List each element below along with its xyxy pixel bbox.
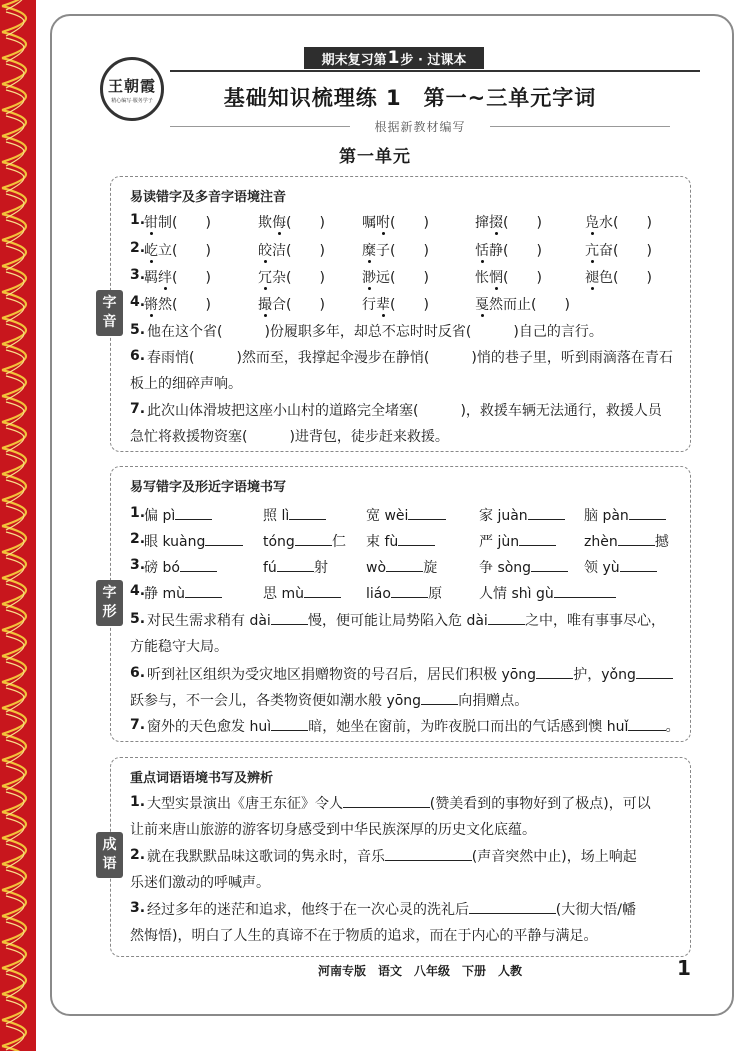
question-line: 大型实景演出《唐王东征》令人 (赞美看到的事物好到了极点)，可以: [147, 791, 687, 817]
question-item[interactable]: liáo 原: [366, 583, 442, 603]
emphasis-char: 辈: [376, 297, 390, 313]
question-item[interactable]: 家 juàn: [479, 505, 565, 525]
emphasis-char: 糜: [362, 243, 376, 259]
question-item[interactable]: 羁绊( ): [144, 270, 211, 286]
question-item[interactable]: 偏 pì: [144, 505, 212, 525]
question-number: 6.: [130, 665, 146, 681]
question-text: [147, 714, 687, 740]
section-tag: [96, 832, 123, 878]
question-text: [130, 844, 687, 896]
question-number: 7.: [130, 401, 146, 417]
section-tag-char: 字: [102, 585, 117, 601]
emphasis-char: 撮: [258, 297, 272, 313]
page-title: 基础知识梳理练 1 第一~三单元字词: [223, 86, 597, 110]
question-line: 听到社区组织为受灾地区捐赠物资的号召后，居民们积极 yōng 护，yǒng: [147, 662, 687, 688]
question-text: [130, 662, 687, 714]
section-tag-char: 形: [102, 604, 117, 620]
question-number: 2.: [130, 531, 146, 547]
question-text: [130, 791, 687, 843]
section-title: 易写错字及形近字语境书写: [130, 480, 287, 495]
page-subtitle: 根据新教材编写: [374, 120, 466, 134]
question-item[interactable]: fú 射: [263, 557, 328, 577]
answer-blank[interactable]: [271, 716, 308, 731]
question-item[interactable]: 皎洁( ): [258, 243, 325, 259]
question-item[interactable]: 静 mù: [144, 583, 222, 603]
answer-blank[interactable]: [398, 531, 435, 546]
answer-blank[interactable]: [469, 899, 556, 914]
unit-heading: 第一单元: [339, 147, 411, 167]
question-item[interactable]: 锵然( ): [144, 297, 211, 313]
section-title: 重点词语语境书写及辨析: [130, 771, 274, 786]
question-text: [130, 608, 687, 660]
answer-blank[interactable]: [554, 583, 616, 598]
question-line: 让前来唐山旅游的游客切身感受到中华民族深厚的历史文化底蕴。: [130, 822, 536, 838]
banner-suffix: 步 · 过课本: [400, 52, 467, 68]
question-item[interactable]: 宽 wèi: [366, 505, 446, 525]
question-number: 4.: [130, 583, 146, 599]
answer-blank[interactable]: [289, 505, 326, 520]
answer-blank[interactable]: [636, 664, 673, 679]
section-tag: [96, 580, 123, 626]
question-item[interactable]: 严 jùn: [479, 531, 556, 551]
question-number: 1.: [130, 505, 146, 521]
question-line: 此次山体滑坡把这座小山村的道路完全堵塞( )，救援车辆无法通行，救援人员: [147, 403, 662, 419]
question-line: 春雨悄( )然而至，我撑起伞漫步在静悄( )悄的巷子里，听到雨滴落在青石: [147, 350, 673, 366]
question-number: 1.: [130, 212, 146, 228]
question-line: 然悔悟)，明白了人生的真谛不在于物质的追求，而在于内心的平静与满足。: [130, 928, 598, 944]
question-item[interactable]: 怅惘( ): [475, 270, 542, 286]
question-item[interactable]: 照 lì: [263, 505, 326, 525]
question-item[interactable]: 屹立( ): [144, 243, 211, 259]
question-line: 他在这个省( )份履职多年，却总不忘时时反省( )自己的言行。: [147, 324, 603, 340]
question-item[interactable]: 人情 shì gù: [479, 583, 616, 603]
question-item[interactable]: 思 mù: [263, 583, 341, 603]
question-item[interactable]: 钳制( ): [144, 215, 211, 231]
emphasis-char: 冗: [258, 270, 272, 286]
answer-blank[interactable]: [628, 716, 665, 731]
answer-blank[interactable]: [185, 583, 222, 598]
answer-blank[interactable]: [421, 690, 458, 705]
question-item[interactable]: 恬静( ): [475, 243, 542, 259]
question-number: 6.: [130, 348, 146, 364]
answer-blank[interactable]: [528, 505, 565, 520]
question-line: 跃参与，不一会儿，各类物资便如潮水般 yōng 向捐赠点。: [130, 688, 687, 714]
question-line: 经过多年的迷茫和追求，他终于在一次心灵的洗礼后 (大彻大悟/幡: [147, 897, 687, 923]
section-tag-char: 成: [102, 837, 117, 853]
question-item[interactable]: 束 fù: [366, 531, 435, 551]
question-line: 对民生需求稍有 dài 慢，便可能让局势陷入危 dài 之中，唯有事事尽心，: [147, 608, 687, 634]
question-item[interactable]: 亢奋( ): [585, 243, 652, 259]
emphasis-char: 惘: [489, 270, 503, 286]
answer-blank[interactable]: [205, 531, 242, 546]
emphasis-char: 恬: [475, 243, 489, 259]
emphasis-char: 褪: [585, 270, 599, 286]
question-item[interactable]: tóng 仁: [263, 531, 346, 551]
answer-blank[interactable]: [618, 531, 655, 546]
question-item[interactable]: 戛然而止( ): [475, 297, 570, 313]
question-line: 急忙将救援物资塞( )进背包，徒步赶来救援。: [130, 429, 449, 445]
question-item[interactable]: 争 sòng: [479, 557, 568, 577]
question-line: 窗外的天色愈发 huì 暗，她坐在窗前，为昨夜脱口而出的气话感到懊 huǐ 。: [147, 714, 687, 740]
banner-step: 1: [387, 48, 400, 68]
answer-blank[interactable]: [629, 505, 666, 520]
question-line: 板上的细碎声响。: [130, 376, 242, 392]
question-item[interactable]: 脑 pàn: [584, 505, 666, 525]
question-number: 3.: [130, 557, 146, 573]
question-item[interactable]: 冗杂( ): [258, 270, 325, 286]
footer-edition: 河南专版 语文 八年级 下册 人教: [318, 964, 523, 978]
question-item[interactable]: 行辈( ): [362, 297, 429, 313]
section-tag-char: 音: [102, 314, 117, 330]
answer-blank[interactable]: [277, 557, 314, 572]
answer-blank[interactable]: [536, 664, 573, 679]
question-item[interactable]: 欺侮( ): [258, 215, 325, 231]
question-item[interactable]: 嘱咐( ): [362, 215, 429, 231]
question-text: [130, 398, 687, 450]
emphasis-char: 渺: [362, 270, 376, 286]
question-item[interactable]: 凫水( ): [585, 215, 652, 231]
answer-blank[interactable]: [408, 505, 445, 520]
question-item[interactable]: wò 旋: [366, 557, 437, 577]
section-tag: [96, 290, 123, 336]
emphasis-char: 屹: [144, 243, 158, 259]
emphasis-char: 咐: [376, 215, 390, 231]
question-number: 2.: [130, 847, 146, 863]
answer-blank[interactable]: [180, 557, 217, 572]
question-item[interactable]: zhèn 撼: [584, 531, 669, 551]
subtitle-rule-right: [490, 126, 670, 127]
logo-name: 王朝霞: [107, 76, 156, 95]
question-text: [130, 897, 687, 949]
answer-blank[interactable]: [295, 531, 332, 546]
header-divider: [170, 70, 700, 72]
question-text: [130, 345, 687, 397]
emphasis-char: 锵: [144, 297, 158, 313]
emphasis-char: 钳: [144, 215, 158, 231]
page-number: 1: [677, 956, 691, 980]
answer-blank[interactable]: [391, 583, 428, 598]
question-number: 5.: [130, 611, 146, 627]
emphasis-char: 亢: [585, 243, 599, 259]
logo-tagline: 精心编写·服务学子: [111, 97, 153, 104]
question-number: 3.: [130, 267, 146, 283]
answer-blank[interactable]: [271, 610, 308, 625]
answer-blank[interactable]: [620, 557, 657, 572]
question-line: 就在我默默品味这歌词的隽永时，音乐 (声音突然中止)，场上响起: [147, 844, 687, 870]
answer-blank[interactable]: [304, 583, 341, 598]
answer-blank[interactable]: [343, 793, 430, 808]
answer-blank[interactable]: [531, 557, 568, 572]
question-item[interactable]: 磅 bó: [144, 557, 217, 577]
question-number: 5.: [130, 322, 146, 338]
question-item[interactable]: 撺掇( ): [475, 215, 542, 231]
answer-blank[interactable]: [519, 531, 556, 546]
question-number: 1.: [130, 794, 146, 810]
review-step-banner: [304, 47, 484, 69]
question-item[interactable]: 糜子( ): [362, 243, 429, 259]
question-item[interactable]: 褪色( ): [585, 270, 652, 286]
answer-blank[interactable]: [175, 505, 212, 520]
emphasis-char: 戛: [475, 297, 489, 313]
question-number: 7.: [130, 717, 146, 733]
emphasis-char: 凫: [585, 215, 599, 231]
emphasis-char: 侮: [272, 215, 286, 231]
emphasis-char: 掇: [489, 215, 503, 231]
subtitle-row: [160, 118, 680, 134]
question-line: 乐迷们激动的呼喊声。: [130, 875, 270, 891]
question-item[interactable]: 渺远( ): [362, 270, 429, 286]
answer-blank[interactable]: [488, 610, 525, 625]
question-item[interactable]: 领 yù: [584, 557, 657, 577]
brand-logo: [100, 57, 164, 121]
answer-blank[interactable]: [386, 557, 423, 572]
question-text: [147, 319, 687, 345]
question-number: 4.: [130, 294, 146, 310]
emphasis-char: 皎: [258, 243, 272, 259]
emphasis-char: 绊: [158, 270, 172, 286]
question-item[interactable]: 眼 kuàng: [144, 531, 243, 551]
question-number: 3.: [130, 900, 146, 916]
answer-blank[interactable]: [385, 846, 472, 861]
question-item[interactable]: 撮合( ): [258, 297, 325, 313]
section-title: 易读错字及多音字语境注音: [130, 190, 287, 205]
banner-prefix: 期末复习第: [321, 52, 387, 68]
section-tag-char: 字: [102, 295, 117, 311]
question-number: 2.: [130, 240, 146, 256]
section-tag-char: 语: [102, 856, 117, 872]
question-line: 方能稳守大局。: [130, 639, 228, 655]
